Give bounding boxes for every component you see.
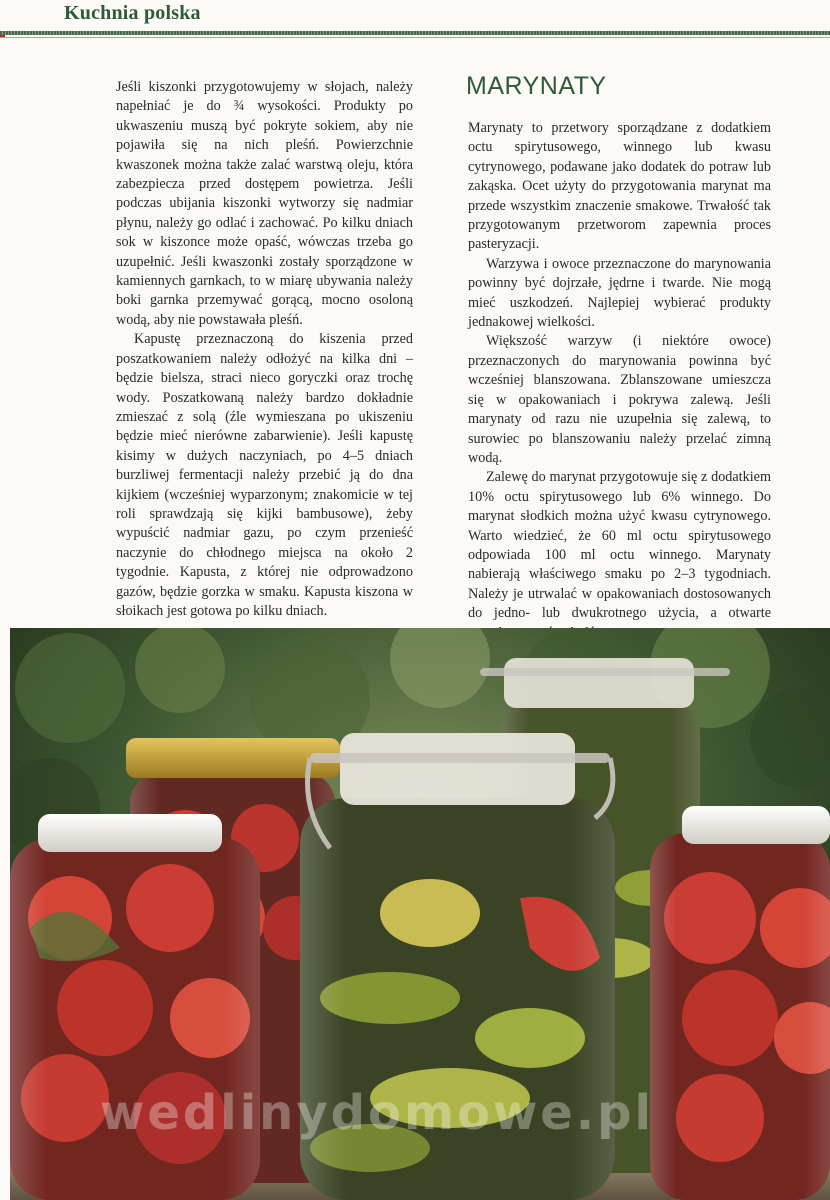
paragraph: Większość warzyw (i niektóre owoce) przeznaczonych do marynowania powinna być wcześniej blanszowana. Zblanszowane umieszcza się w opakowaniach i pokrywa zalewą. Jeśli marynaty od razu nie uzupełnia się zalewą, to surowiec po blanszowaniu należy przelać zimną wodą. [468,333,771,466]
header-rule [0,31,830,35]
right-text-column [468,119,771,643]
pickle-jars-photo [10,628,830,1200]
running-head: Kuchnia polska [64,2,201,24]
paragraph: Kapustę przeznaczoną do kiszenia przed poszatkowaniem należy odłożyć na kilka dni – będzie bielsza, straci nieco goryczki oraz trochę wody. Poszatkowaną należy bardzo dokładnie zmieszać z solą (źle wymieszana po ukiszeniu będzie mieć nierówne zabarwienie). Jeśli kapustę kisimy w dużych naczyniach, po 4–5 dniach burzliwej fermentacji należy przebić ją do dna kijkiem (wcześniej wyparzonym; znakomicie w tej roli sprawdzają się kijki bambusowe), żeby wypuścić nadmiar gazu, po czym przenieść naczynie do chłodnego miejsca na około 2 tygodnie. Kapusta, z której nie odprowadzono gazów, będzie gorzka w smaku. Kapusta kiszona w słoikach jest gotowa po kilku dniach. [116,331,413,619]
paragraph: Marynaty to przetwory sporządzane z dodatkiem octu spirytusowego, winnego lub kwasu cytrynowego, podawane jako dodatek do potraw lub zakąska. Ocet użyty do przygotowania marynat ma przede wszystkim znaczenie smakowe. Trwałość tak przygotowanym przetworom zapewnia proces pasteryzacji. [468,120,771,253]
section-heading: MARYNATY [466,72,607,100]
jar-front-right [650,806,830,1200]
left-text-column [116,78,413,621]
jar-front-left [10,814,260,1200]
paragraph: Warzywa i owoce przeznaczone do marynowania powinny być dojrzałe, jędrne i twarde. Nie mogą mieć uszkodzeń. Najlepiej wybierać produkty jednakowej wielkości. [468,255,771,331]
pickle-jars-illustration [10,628,830,1200]
header-rule-thin [0,37,830,38]
paragraph: Zalewę do marynat przygotowuje się z dodatkiem 10% octu spirytusowego lub 6% winnego. Do marynat słodkich można użyć kwasu cytrynowego. Warto wiedzieć, że 60 ml octu spirytusowego odpowiada 100 ml octu winnego. Marynaty nabierają właściwego smaku po 2–3 tygodniach. Należy je utrwalać w opakowaniach dostosowanych do jedno- lub dwukrotnego użycia, a otwarte [468,469,771,622]
watermark: wedlinydomowe.pl [100,1085,654,1141]
paragraph: Jeśli kiszonki przygotowujemy w słojach, należy napełniać je do ¾ wysokości. Produkty po ukwaszeniu muszą być pokryte sokiem, aby nie pojawiła się na nich pleśń. Powierzchnie kwaszonek można także zalać warstwą oleju, która zabezpiecza przed dostępem powietrza. Jeśli podczas ubijania kiszonki wytworzy się nadmiar płynu, należy go odlać i zachować. Po kilku dniach sok w kiszonce może opaść, wówczas trzeba go uzupełnić. Jeśli kwaszonki zostały sporządzone w kamiennych garnkach, to w miarę ubywania należy boki garnka przemywać gorącą, mocno osoloną wodą, aby nie powstawała pleśń. [116,79,413,328]
jar-center [300,733,615,1200]
